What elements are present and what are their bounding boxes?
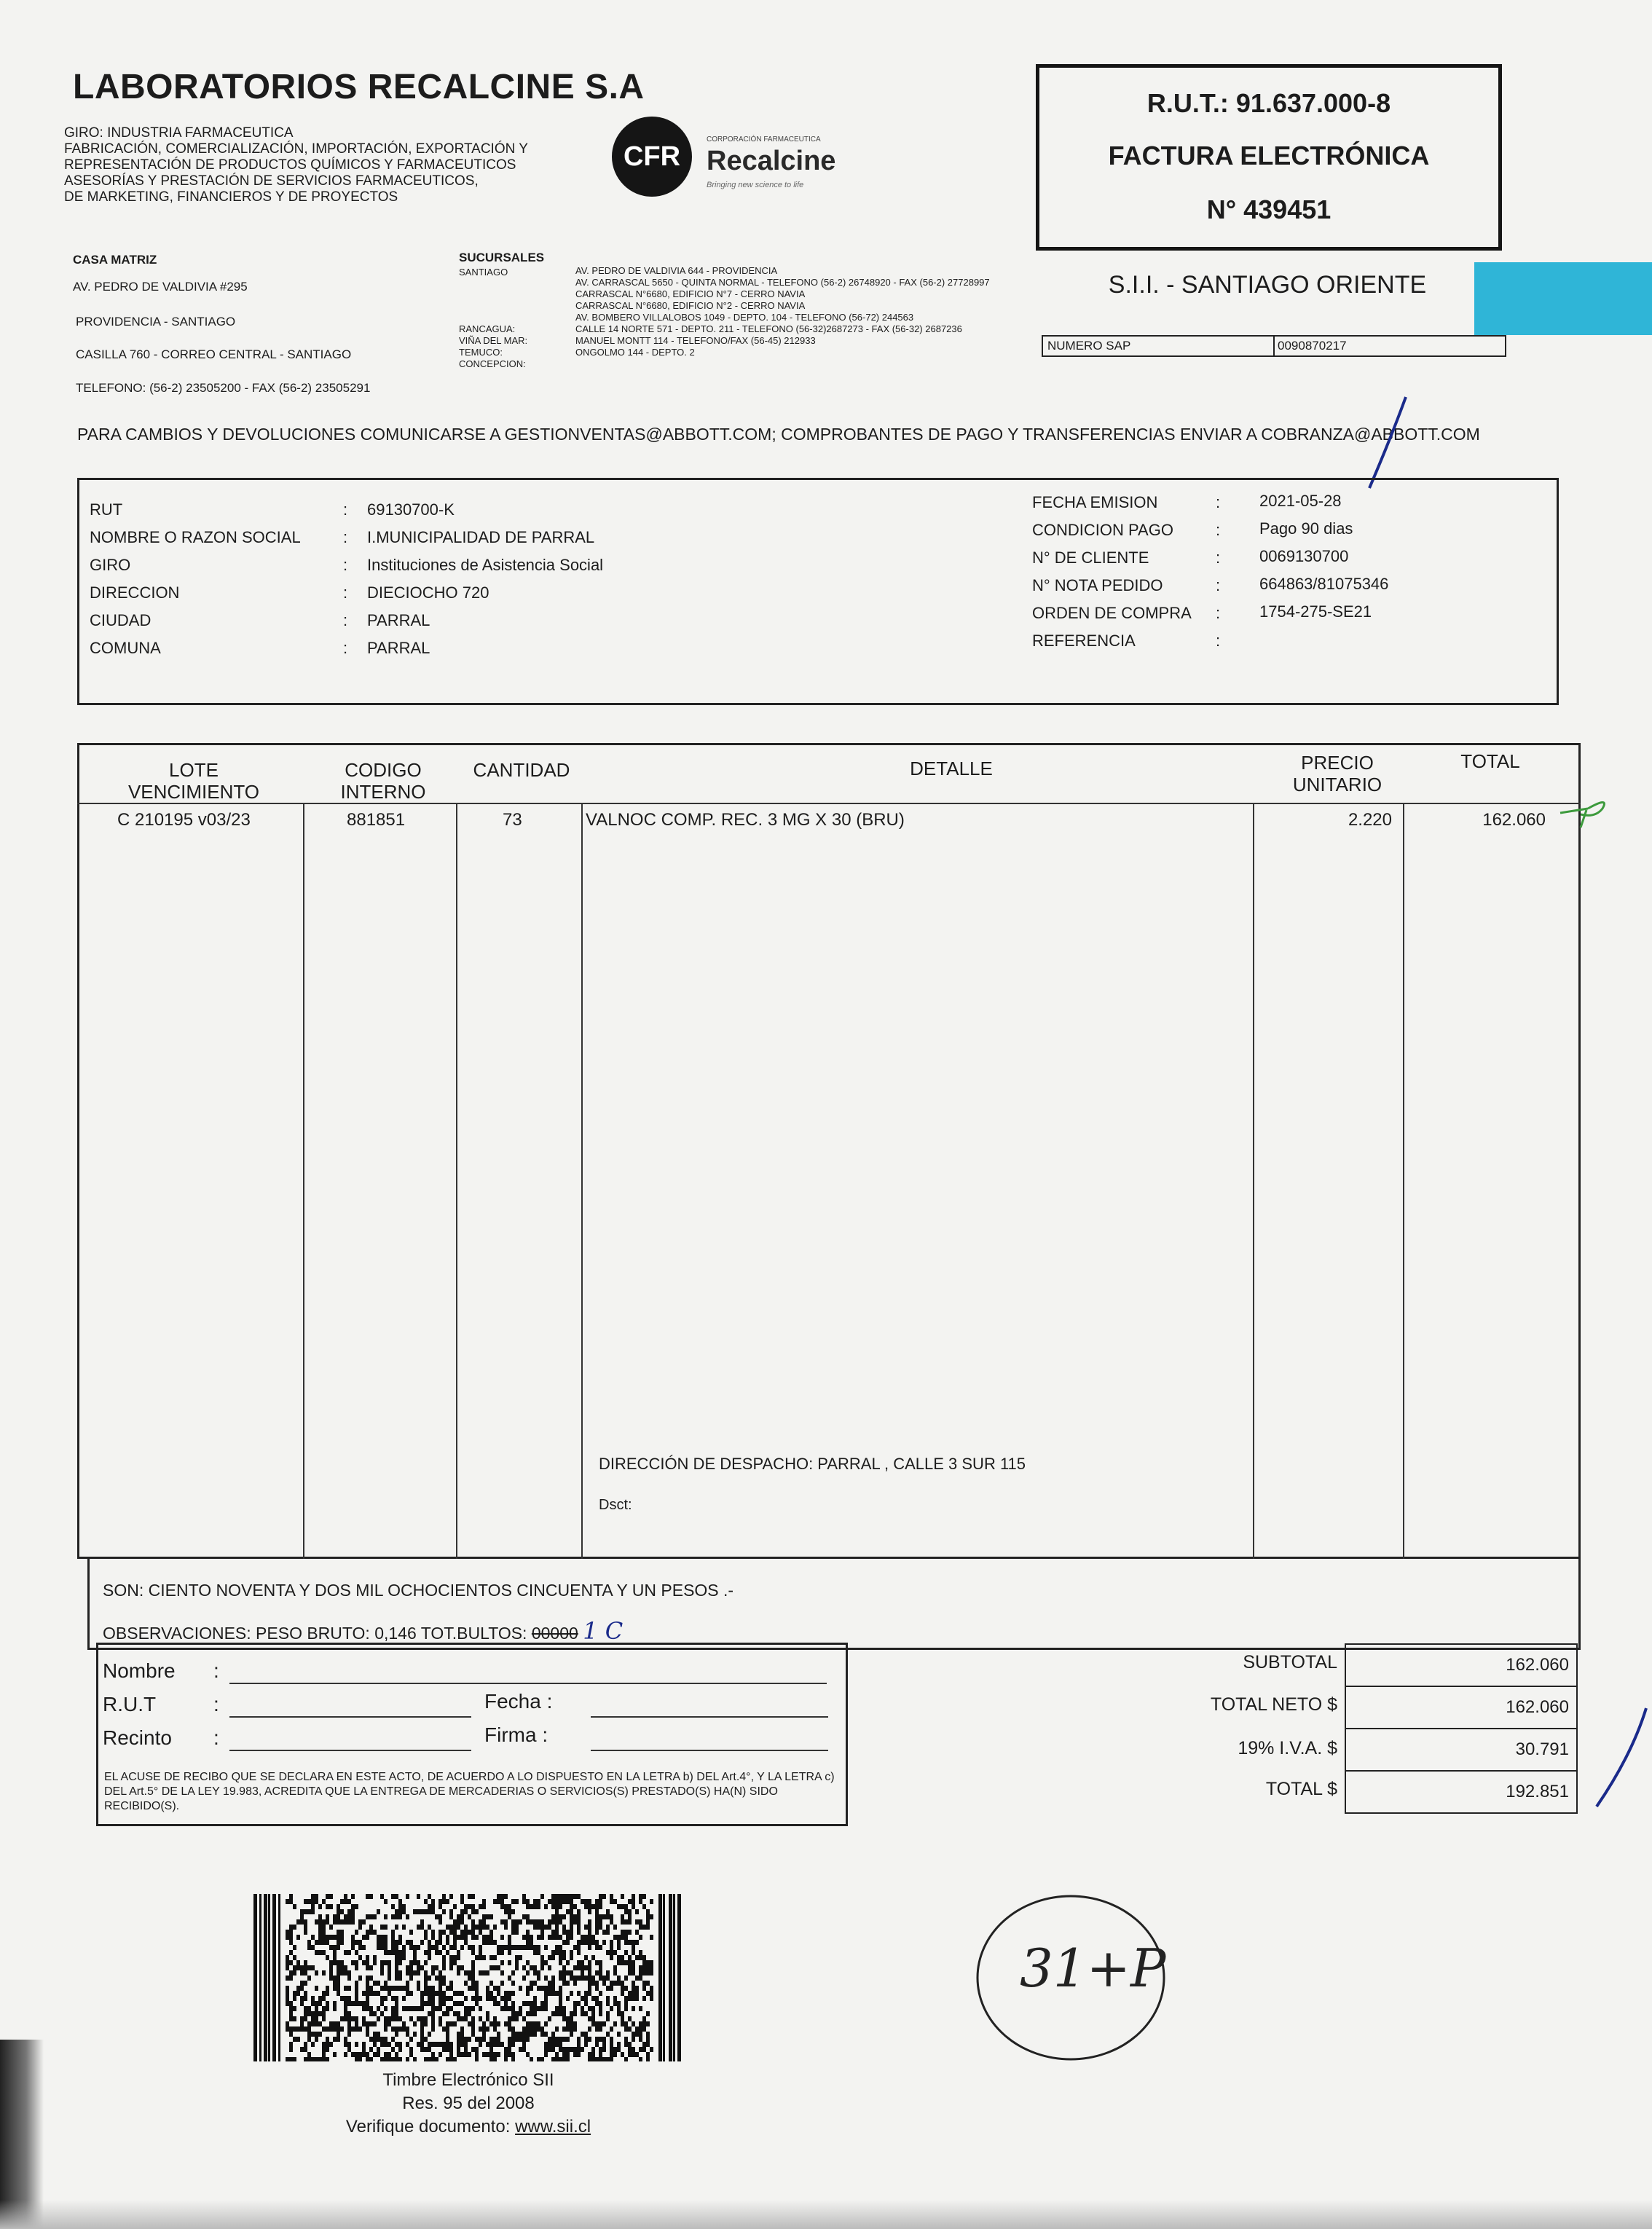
item-total: 162.060 [1482, 810, 1546, 830]
item-detalle: VALNOC COMP. REC. 3 MG X 30 (BRU) [586, 810, 905, 830]
timbre-electronico [253, 2069, 683, 2139]
invoice-label: REFERENCIA [1032, 632, 1136, 650]
handwritten-note: 31+P [1020, 1938, 1166, 1999]
casa-matriz-line: TELEFONO: (56-2) 23505200 - FAX (56-2) 23505291 [76, 381, 371, 395]
header-text: PRECIO [1301, 752, 1374, 774]
reception-box [96, 1643, 848, 1826]
invoice-number: N° 439451 [1206, 194, 1332, 224]
items-table [77, 743, 1581, 1559]
sucursales-addresses [575, 265, 990, 358]
customer-label: DIRECCION [90, 583, 180, 602]
customer-colon: : [343, 500, 348, 519]
logo-corp: CORPORACIÓN FARMACEUTICA [707, 135, 821, 144]
invoice-label: N° DE CLIENTE [1032, 549, 1149, 567]
header-text: VENCIMIENTO [127, 781, 260, 803]
subtotal-label: SUBTOTAL [1243, 1652, 1337, 1672]
column-divider [1253, 803, 1254, 1559]
total-neto-value: 162.060 [1345, 1686, 1578, 1729]
rut-line [229, 1716, 471, 1718]
sucursal-address: CARRASCAL N°6680, EDIFICIO N°2 - CERRO NAVIA [575, 300, 806, 311]
recinto-line [229, 1750, 471, 1751]
item-lote: C 210195 v03/23 [117, 810, 251, 830]
barcode-graphic [253, 1894, 683, 2061]
column-divider [456, 803, 457, 1559]
total-neto-label: TOTAL NETO $ [1210, 1694, 1337, 1715]
customer-label: RUT [90, 500, 123, 519]
sap-divider [1273, 337, 1275, 355]
verify-line [253, 2115, 683, 2139]
cyan-sticky-tab [1474, 262, 1652, 335]
sap-value: 0090870217 [1278, 339, 1347, 353]
sucursal-address: ONGOLMO 144 - DEPTO. 2 [575, 347, 695, 358]
nombre-label: Nombre [103, 1659, 176, 1682]
amount-in-words-box [87, 1559, 1581, 1650]
item-cantidad: 73 [503, 810, 522, 830]
customer-colon: : [343, 528, 348, 546]
casa-matriz-line: AV. PEDRO DE VALDIVIA #295 [73, 280, 248, 294]
sucursal-address: CARRASCAL N°6680, EDIFICIO N°7 - CERRO NAVIA [575, 288, 806, 299]
descuento: Dsct: [599, 1497, 632, 1513]
header-precio [1272, 752, 1403, 795]
giro-line: GIRO: INDUSTRIA FARMACEUTICA [64, 125, 294, 141]
customer-ciudad: PARRAL [367, 611, 430, 629]
rut-colon: : [213, 1693, 219, 1715]
rut-box [1036, 64, 1502, 251]
sucursal-address: AV. BOMBERO VILLALOBOS 1049 - DEPTO. 104 - TELEFONO (56-72) 244563 [575, 312, 914, 323]
customer-rut: 69130700-K [367, 500, 455, 519]
iva-value: 30.791 [1345, 1728, 1578, 1772]
giro-line: DE MARKETING, FINANCIEROS Y DE PROYECTOS [64, 189, 398, 205]
invoice-label: ORDEN DE COMPRA [1032, 604, 1192, 622]
logo-tagline: Bringing new science to life [707, 181, 804, 189]
contact-note: PARA CAMBIOS Y DEVOLUCIONES COMUNICARSE A GESTIONVENTAS@ABBOTT.COM; COMPROBANTES DE PAGO Y TRANSFERENCIAS ENVIAR A COBRANZA@ABBOTT.COM [77, 425, 1480, 444]
header-text: LOTE [169, 759, 219, 781]
sii-office: S.I.I. - SANTIAGO ORIENTE [1108, 271, 1427, 299]
casa-matriz-line: CASILLA 760 - CORREO CENTRAL - SANTIAGO [76, 347, 352, 361]
legal-notice: EL ACUSE DE RECIBO QUE SE DECLARA EN ESTE ACTO, DE ACUERDO A LO DISPUESTO EN LA LETRA b) DEL Art.4°, Y LA LETRA c) DEL Art.5° DE LA LEY 19.983, ACREDITA QUE LA ENTREGA DE MERCADERIAS O SERVICIOS(S) PRESTADO(S) HA(N) SIDO RECIBIDO(S). [104, 1771, 835, 1812]
header-total: TOTAL [1460, 750, 1520, 772]
condicion-pago: Pago 90 dias [1259, 519, 1353, 538]
subtotal-value: 162.060 [1345, 1643, 1578, 1687]
fecha-line [591, 1716, 828, 1718]
giro-line: FABRICACIÓN, COMERCIALIZACIÓN, IMPORTACIÓN, EXPORTACIÓN Y [64, 141, 528, 157]
despacho-address: DIRECCIÓN DE DESPACHO: PARRAL , CALLE 3 SUR 115 [599, 1455, 1026, 1473]
sucursal-city: TEMUCO: [459, 347, 503, 358]
logo-name: Recalcine [707, 146, 836, 176]
customer-colon: : [343, 583, 348, 602]
customer-colon: : [343, 639, 348, 657]
recinto-colon: : [213, 1726, 219, 1749]
giro-line: ASESORÍAS Y PRESTACIÓN DE SERVICIOS FARMACEUTICOS, [64, 173, 479, 189]
total-value: 192.851 [1345, 1770, 1578, 1814]
observaciones-text: OBSERVACIONES: PESO BRUTO: 0,146 TOT.BULTOS: [103, 1624, 527, 1643]
customer-name: I.MUNICIPALIDAD DE PARRAL [367, 528, 595, 546]
document-type: FACTURA ELECTRÓNICA [1108, 141, 1430, 170]
sap-number-box [1042, 335, 1506, 357]
invoice-colon: : [1216, 493, 1221, 511]
firma-label: Firma : [484, 1723, 548, 1746]
header-text: CODIGO [345, 759, 422, 781]
customer-label: GIRO [90, 556, 131, 574]
customer-colon: : [343, 611, 348, 629]
issuer-rut: R.U.T.: 91.637.000-8 [1146, 88, 1391, 118]
item-codigo: 881851 [347, 810, 406, 830]
customer-colon: : [343, 556, 348, 574]
customer-label: COMUNA [90, 639, 161, 657]
company-giro [64, 125, 528, 205]
nombre-line [229, 1683, 827, 1684]
rut-label: R.U.T [103, 1693, 157, 1715]
invoice-colon: : [1216, 576, 1221, 594]
page-bottom-shadow [0, 2200, 1652, 2229]
invoice-label: FECHA EMISION [1032, 493, 1158, 511]
header-text: UNITARIO [1292, 774, 1382, 795]
header-cantidad: CANTIDAD [473, 759, 570, 781]
casa-matriz-line: PROVIDENCIA - SANTIAGO [76, 315, 236, 329]
bultos-handwritten: 1 C [583, 1617, 624, 1645]
customer-label: NOMBRE O RAZON SOCIAL [90, 528, 301, 546]
timbre-resolution: Res. 95 del 2008 [402, 2094, 535, 2113]
timbre-line: Timbre Electrónico SII [382, 2070, 554, 2090]
total-label: TOTAL $ [1265, 1779, 1337, 1799]
column-divider [303, 803, 304, 1559]
header-detalle: DETALLE [910, 758, 993, 779]
bultos-struck: 00000 [531, 1624, 578, 1643]
customer-label: CIUDAD [90, 611, 152, 629]
verify-prefix: Verifique documento: [345, 2117, 516, 2136]
sii-link[interactable]: www.sii.cl [515, 2117, 591, 2136]
recinto-label: Recinto [103, 1726, 172, 1749]
customer-giro: Instituciones de Asistencia Social [367, 556, 604, 574]
column-divider [1403, 803, 1404, 1559]
column-divider [581, 803, 583, 1559]
sucursal-city: RANCAGUA: [459, 323, 516, 334]
item-precio: 2.220 [1348, 810, 1392, 830]
invoice-label: N° NOTA PEDIDO [1032, 576, 1163, 594]
pdf417-barcode [253, 1894, 683, 2061]
sucursal-city: SANTIAGO [459, 267, 508, 278]
sucursal-address: AV. CARRASCAL 5650 - QUINTA NORMAL - TELEFONO (56-2) 26748920 - FAX (56-2) 27728997 [575, 277, 990, 288]
nombre-colon: : [213, 1659, 219, 1682]
recalcine-logo [612, 117, 860, 197]
sucursal-address: AV. PEDRO DE VALDIVIA 644 - PROVIDENCIA [575, 265, 778, 276]
firma-line [591, 1750, 828, 1751]
customer-direccion: DIECIOCHO 720 [367, 583, 489, 602]
orden-compra: 1754-275-SE21 [1259, 602, 1372, 621]
header-lote [92, 759, 296, 803]
invoice-colon: : [1216, 632, 1221, 650]
cfr-logo-mark: CFR [612, 117, 692, 197]
amount-in-words: SON: CIENTO NOVENTA Y DOS MIL OCHOCIENTOS CINCUENTA Y UN PESOS .- [103, 1581, 734, 1600]
casa-matriz-title: CASA MATRIZ [73, 253, 157, 267]
header-codigo [318, 759, 449, 803]
numero-cliente: 0069130700 [1259, 547, 1349, 565]
sucursal-address: MANUEL MONTT 114 - TELEFONO/FAX (56-45) 212933 [575, 335, 816, 346]
sucursal-city: CONCEPCION: [459, 358, 526, 369]
iva-label: 19% I.V.A. $ [1238, 1738, 1337, 1758]
sucursal-city: VIÑA DEL MAR: [459, 335, 528, 346]
invoice-colon: : [1216, 604, 1221, 622]
giro-line: REPRESENTACIÓN DE PRODUCTOS QUÍMICOS Y FARMACEUTICOS [64, 157, 516, 173]
observaciones [103, 1617, 623, 1645]
sap-label: NUMERO SAP [1047, 339, 1131, 353]
green-pen-mark [1559, 793, 1617, 829]
company-name: LABORATORIOS RECALCINE S.A [73, 68, 645, 106]
fecha-label: Fecha : [484, 1690, 553, 1713]
customer-comuna: PARRAL [367, 639, 430, 657]
nota-pedido: 664863/81075346 [1259, 575, 1389, 593]
pen-check-mark [1588, 1705, 1652, 1814]
customer-box [77, 478, 1559, 705]
invoice-colon: : [1216, 549, 1221, 567]
sucursales-title: SUCURSALES [459, 251, 545, 264]
invoice-label: CONDICION PAGO [1032, 521, 1173, 539]
fecha-emision: 2021-05-28 [1259, 492, 1342, 510]
header-text: INTERNO [340, 781, 426, 803]
sucursal-address: CALLE 14 NORTE 571 - DEPTO. 211 - TELEFONO (56-32)2687273 - FAX (56-32) 2687236 [575, 323, 962, 334]
invoice-colon: : [1216, 521, 1221, 539]
